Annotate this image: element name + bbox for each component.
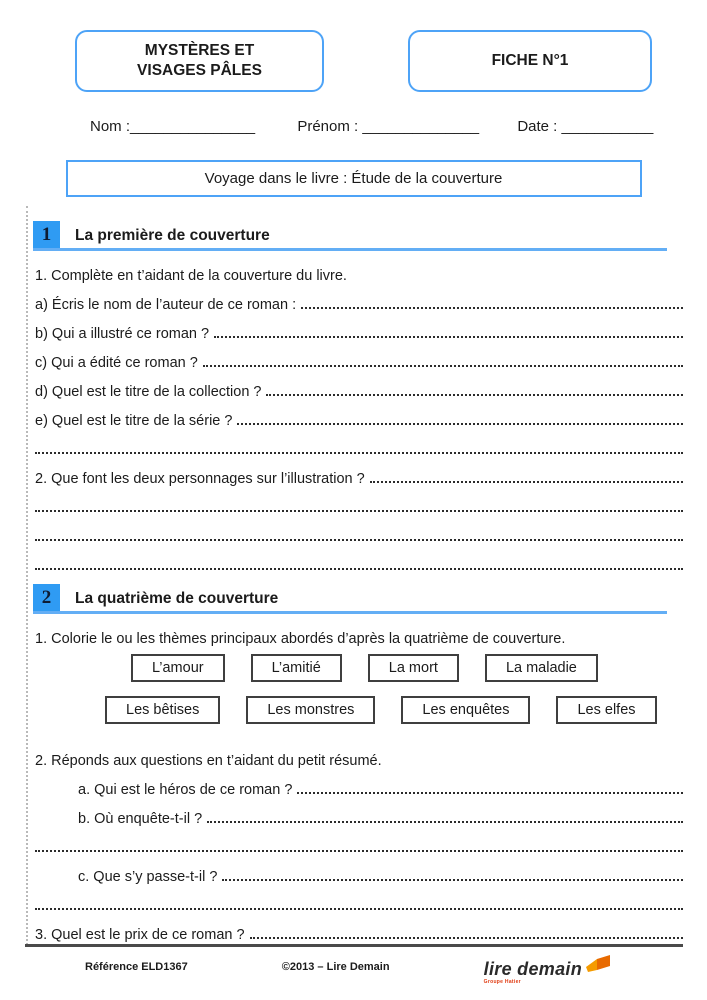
s1-question-1 (35, 255, 683, 284)
logo-text: lire demain (483, 959, 582, 979)
s2-q1-text: 1. Colorie le ou les thèmes principaux abordés d’après la quatrième de couverture. (35, 631, 566, 647)
answer-line (35, 885, 683, 914)
open-book-icon (585, 953, 611, 978)
answer-line (35, 487, 683, 516)
s2-q3-text: 3. Quel est le prix de ce roman ? (35, 927, 245, 943)
s2-question-2 (35, 740, 683, 769)
s2-q2a-text: a. Qui est le héros de ce roman ? (78, 782, 293, 798)
unit-title-box (75, 30, 324, 92)
answer-dots (301, 307, 683, 309)
answer-dots (35, 568, 683, 570)
section1-number-badge: 1 (33, 221, 60, 248)
s2-question-1 (35, 618, 683, 647)
footer-divider (25, 944, 683, 947)
nom-label: Nom : (90, 118, 131, 135)
date-blank: ___________ (561, 118, 654, 135)
lire-demain-logo (484, 953, 611, 985)
s1-question-1d (35, 371, 683, 400)
prenom-blank: ______________ (362, 118, 480, 135)
worksheet-banner (66, 160, 642, 197)
s2-q2-text: 2. Réponds aux questions en t’aidant du petit résumé. (35, 753, 382, 769)
theme-box-amitie: L’amitié (251, 654, 342, 682)
answer-line (35, 429, 683, 458)
banner-title: Voyage dans le livre : Étude de la couverture (204, 170, 503, 187)
footer-reference: Référence ELD1367 (85, 961, 188, 973)
header-row (0, 0, 707, 92)
answer-dots (35, 510, 683, 512)
s1-q1c-text: c) Qui a édité ce roman ? (35, 355, 198, 371)
s2-q2b-text: b. Où enquête-t-il ? (78, 811, 203, 827)
answer-dots (214, 336, 683, 338)
s1-q1b-text: b) Qui a illustré ce roman ? (35, 326, 210, 342)
section2-number-badge: 2 (33, 584, 60, 611)
s1-question-1e (35, 400, 683, 429)
answer-dots (237, 423, 683, 425)
answer-dots (370, 481, 683, 483)
answer-line (35, 545, 683, 574)
answer-dots (250, 937, 683, 939)
s2-question-3 (35, 914, 683, 943)
logo-subtext: Groupe Hatier (483, 979, 521, 985)
section1-header (33, 218, 667, 251)
fiche-number-label: FICHE N°1 (491, 51, 569, 69)
s1-q1e-text: e) Quel est le titre de la série ? (35, 413, 233, 429)
theme-box-mort: La mort (368, 654, 459, 682)
s1-question-1b (35, 313, 683, 342)
footer-copyright: ©2013 – Lire Demain (281, 961, 390, 973)
theme-box-betises: Les bêtises (105, 696, 220, 724)
theme-box-amour: L’amour (131, 654, 225, 682)
s1-q1-text: 1. Complète en t’aidant de la couverture du livre. (35, 268, 347, 284)
s1-q1a-text: a) Écris le nom de l’auteur de ce roman : (35, 297, 297, 313)
answer-dots (35, 908, 683, 910)
unit-title-line2: VISAGES PÂLES (137, 62, 262, 79)
answer-dots (35, 850, 683, 852)
answer-dots (35, 452, 683, 454)
section2-header (33, 581, 667, 614)
s1-q2-text: 2. Que font les deux personnages sur l’illustration ? (35, 471, 365, 487)
identity-row (90, 118, 707, 135)
theme-box-elfes: Les elfes (556, 696, 656, 724)
theme-box-monstres: Les monstres (246, 696, 375, 724)
answer-line (35, 827, 683, 856)
theme-box-enquetes: Les enquêtes (401, 696, 530, 724)
answer-dots (35, 539, 683, 541)
fiche-number-box (408, 30, 652, 92)
unit-title-line1: MYSTÈRES ET (144, 41, 255, 59)
date-label: Date : (517, 118, 558, 135)
answer-dots (222, 879, 683, 881)
s1-q1d-text: d) Quel est le titre de la collection ? (35, 384, 262, 400)
answer-dots (266, 394, 683, 396)
theme-row-1 (131, 654, 683, 682)
s1-question-1a (35, 284, 683, 313)
prenom-label: Prénom : (297, 118, 359, 135)
answer-line (35, 516, 683, 545)
s2-question-2a (35, 769, 683, 798)
s1-question-1c (35, 342, 683, 371)
logo-main (484, 953, 611, 978)
s2-question-2b (35, 798, 683, 827)
s1-question-2 (35, 458, 683, 487)
theme-row-2 (105, 696, 683, 724)
answer-dots (297, 792, 683, 794)
section1-title: La première de couverture (75, 227, 270, 244)
content (0, 218, 707, 943)
s2-question-2c (35, 856, 683, 885)
nom-blank: _______________ (130, 118, 256, 135)
section2-title: La quatrième de couverture (75, 590, 279, 607)
s2-q2c-text: c. Que s’y passe-t-il ? (78, 869, 218, 885)
left-margin-rule (26, 206, 28, 945)
theme-box-maladie: La maladie (485, 654, 598, 682)
footer (25, 953, 683, 985)
answer-dots (207, 821, 683, 823)
answer-dots (203, 365, 683, 367)
